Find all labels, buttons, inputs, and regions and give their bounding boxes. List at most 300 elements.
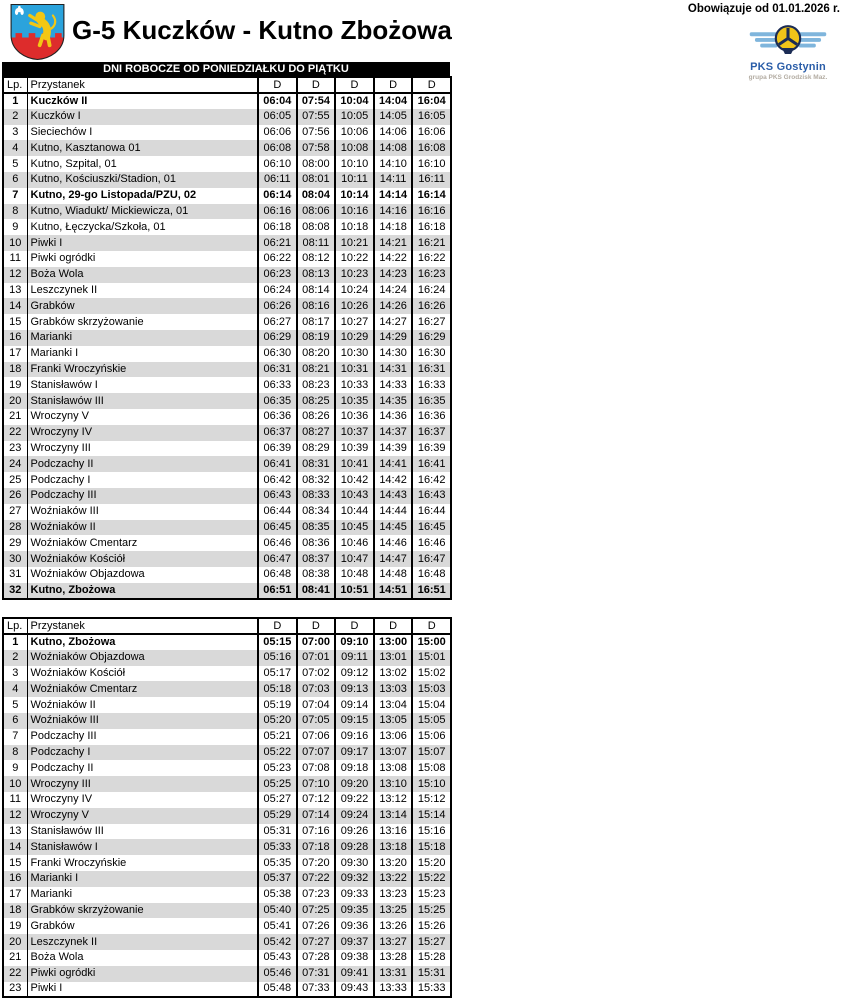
row-number: 7 xyxy=(12,189,19,202)
departure-time: 05:38 xyxy=(258,887,297,903)
departure-time: 15:10 xyxy=(412,776,451,792)
departure-time: 14:24 xyxy=(374,283,413,299)
departure-time: 16:36 xyxy=(412,409,451,425)
departure-time: 13:14 xyxy=(374,808,413,824)
table-row xyxy=(3,330,451,346)
departure-time: 14:36 xyxy=(374,409,413,425)
stop-name: Wroczyny IV xyxy=(27,425,258,441)
departure-time: 14:48 xyxy=(374,567,413,583)
departure-time: 15:03 xyxy=(412,681,451,697)
row-number: 1 xyxy=(12,635,19,648)
departure-time: 08:35 xyxy=(297,520,336,536)
departure-time: 15:04 xyxy=(412,697,451,713)
departure-time: 15:23 xyxy=(412,887,451,903)
departure-time: 06:26 xyxy=(258,298,297,314)
departure-time: 08:16 xyxy=(297,298,336,314)
table-row xyxy=(3,362,451,378)
departure-time: 07:23 xyxy=(297,887,336,903)
row-number: 6 xyxy=(12,714,19,727)
departure-time: 07:18 xyxy=(297,839,336,855)
table-row xyxy=(3,93,451,109)
stop-name: Woźniaków Cmentarz xyxy=(27,681,258,697)
departure-time: 13:27 xyxy=(374,934,413,950)
departure-time: 05:22 xyxy=(258,745,297,761)
departure-time: 06:08 xyxy=(258,140,297,156)
table-row xyxy=(3,346,451,362)
departure-time: 14:42 xyxy=(374,472,413,488)
col-header-stop: Przystanek xyxy=(27,77,258,93)
departure-time: 14:43 xyxy=(374,488,413,504)
departure-time: 15:22 xyxy=(412,871,451,887)
row-number: 11 xyxy=(9,252,21,265)
departure-time: 10:36 xyxy=(335,409,374,425)
departure-time: 07:01 xyxy=(297,650,336,666)
departure-time: 10:11 xyxy=(335,172,374,188)
stop-name: Podczachy III xyxy=(27,729,258,745)
departure-time: 10:05 xyxy=(335,109,374,125)
departure-time: 13:16 xyxy=(374,824,413,840)
row-number: 31 xyxy=(9,568,22,581)
departure-time: 15:14 xyxy=(412,808,451,824)
row-number: 32 xyxy=(9,583,22,596)
departure-time: 10:51 xyxy=(335,583,374,599)
departure-time: 16:37 xyxy=(412,425,451,441)
departure-time: 08:14 xyxy=(297,283,336,299)
departure-time: 09:18 xyxy=(335,760,374,776)
stop-name: Kutno, Szpital, 01 xyxy=(27,156,258,172)
departure-time: 16:47 xyxy=(412,551,451,567)
departure-time: 15:07 xyxy=(412,745,451,761)
departure-time: 07:25 xyxy=(297,903,336,919)
departure-time: 14:10 xyxy=(374,156,413,172)
table-row xyxy=(3,681,451,697)
row-number: 19 xyxy=(9,378,22,391)
row-number: 2 xyxy=(12,110,19,123)
row-number: 10 xyxy=(9,236,22,249)
row-number: 3 xyxy=(12,125,19,138)
row-number: 29 xyxy=(9,536,22,549)
departure-time: 10:46 xyxy=(335,535,374,551)
stop-name: Woźniaków III xyxy=(27,504,258,520)
departure-time: 15:08 xyxy=(412,760,451,776)
departure-time: 06:43 xyxy=(258,488,297,504)
table-row xyxy=(3,808,451,824)
departure-time: 10:37 xyxy=(335,425,374,441)
departure-time: 07:31 xyxy=(297,966,336,982)
departure-time: 10:18 xyxy=(335,219,374,235)
col-header-d: D xyxy=(297,618,336,634)
departure-time: 16:16 xyxy=(412,204,451,220)
departure-time: 05:23 xyxy=(258,760,297,776)
table-row xyxy=(3,125,451,141)
departure-time: 15:20 xyxy=(412,855,451,871)
departure-time: 16:29 xyxy=(412,330,451,346)
departure-time: 15:26 xyxy=(412,918,451,934)
row-number: 4 xyxy=(12,141,19,154)
departure-time: 16:11 xyxy=(412,172,451,188)
stop-name: Wroczyny III xyxy=(27,776,258,792)
table-row xyxy=(3,792,451,808)
table-row xyxy=(3,666,451,682)
departure-time: 05:21 xyxy=(258,729,297,745)
row-number: 15 xyxy=(9,856,22,869)
table-row xyxy=(3,267,451,283)
stop-name: Wroczyny V xyxy=(27,808,258,824)
departure-time: 09:16 xyxy=(335,729,374,745)
departure-time: 10:44 xyxy=(335,504,374,520)
row-number: 11 xyxy=(9,793,21,806)
row-number: 14 xyxy=(9,840,22,853)
row-number: 16 xyxy=(9,872,22,885)
departure-time: 08:20 xyxy=(297,346,336,362)
departure-time: 09:12 xyxy=(335,666,374,682)
col-header-d: D xyxy=(374,77,413,93)
departure-time: 05:43 xyxy=(258,950,297,966)
col-header-d: D xyxy=(374,618,413,634)
timetable-return xyxy=(2,617,450,998)
stop-name: Wroczyny III xyxy=(27,441,258,457)
departure-time: 09:38 xyxy=(335,950,374,966)
row-number: 23 xyxy=(9,982,22,995)
departure-time: 13:10 xyxy=(374,776,413,792)
departure-time: 14:26 xyxy=(374,298,413,314)
table-row xyxy=(3,109,451,125)
gmina-kutno-crest-icon xyxy=(10,3,65,61)
departure-time: 15:33 xyxy=(412,982,451,998)
row-number: 16 xyxy=(9,331,22,344)
stop-name: Woźniaków III xyxy=(27,713,258,729)
row-number: 8 xyxy=(12,204,19,217)
departure-time: 08:29 xyxy=(297,441,336,457)
departure-time: 06:06 xyxy=(258,125,297,141)
row-number: 12 xyxy=(9,809,22,822)
departure-time: 09:14 xyxy=(335,697,374,713)
departure-time: 15:01 xyxy=(412,650,451,666)
departure-time: 10:26 xyxy=(335,298,374,314)
table-row xyxy=(3,204,451,220)
stop-name: Grabków skrzyżowanie xyxy=(27,314,258,330)
row-number: 28 xyxy=(9,520,22,533)
stop-name: Kutno, Łęczycka/Szkoła, 01 xyxy=(27,219,258,235)
stop-name: Stanisławów III xyxy=(27,393,258,409)
departure-time: 05:31 xyxy=(258,824,297,840)
departure-time: 15:31 xyxy=(412,966,451,982)
departure-time: 16:24 xyxy=(412,283,451,299)
table-row xyxy=(3,219,451,235)
departure-time: 06:23 xyxy=(258,267,297,283)
departure-time: 16:33 xyxy=(412,377,451,393)
departure-time: 09:20 xyxy=(335,776,374,792)
col-header-d: D xyxy=(412,618,451,634)
departure-time: 08:13 xyxy=(297,267,336,283)
stop-name: Podczachy III xyxy=(27,488,258,504)
departure-time: 10:31 xyxy=(335,362,374,378)
departure-time: 14:21 xyxy=(374,235,413,251)
row-number: 13 xyxy=(9,824,22,837)
pks-wings-wheel-icon xyxy=(744,21,832,61)
table-row xyxy=(3,887,451,903)
departure-time: 14:04 xyxy=(374,93,413,109)
departure-time: 06:21 xyxy=(258,235,297,251)
table-row xyxy=(3,950,451,966)
departure-time: 14:44 xyxy=(374,504,413,520)
departure-time: 07:33 xyxy=(297,982,336,998)
departure-time: 15:05 xyxy=(412,713,451,729)
departure-time: 06:33 xyxy=(258,377,297,393)
row-number: 17 xyxy=(9,888,22,901)
timetable-return-table xyxy=(2,617,452,998)
departure-time: 14:37 xyxy=(374,425,413,441)
departure-time: 13:28 xyxy=(374,950,413,966)
departure-time: 10:43 xyxy=(335,488,374,504)
departure-time: 16:44 xyxy=(412,504,451,520)
row-number: 15 xyxy=(9,315,22,328)
departure-time: 16:05 xyxy=(412,109,451,125)
departure-time: 10:10 xyxy=(335,156,374,172)
departure-time: 13:23 xyxy=(374,887,413,903)
col-header-d: D xyxy=(297,77,336,93)
stop-name: Boża Wola xyxy=(27,267,258,283)
departure-time: 16:10 xyxy=(412,156,451,172)
departure-time: 13:03 xyxy=(374,681,413,697)
departure-time: 10:16 xyxy=(335,204,374,220)
departure-time: 14:16 xyxy=(374,204,413,220)
departure-time: 06:42 xyxy=(258,472,297,488)
stop-name: Grabków xyxy=(27,298,258,314)
departure-time: 06:22 xyxy=(258,251,297,267)
departure-time: 13:18 xyxy=(374,839,413,855)
departure-time: 10:23 xyxy=(335,267,374,283)
departure-time: 05:33 xyxy=(258,839,297,855)
departure-time: 06:14 xyxy=(258,188,297,204)
row-number: 20 xyxy=(9,394,22,407)
departure-time: 09:28 xyxy=(335,839,374,855)
table-row xyxy=(3,472,451,488)
departure-time: 05:42 xyxy=(258,934,297,950)
departure-time: 06:31 xyxy=(258,362,297,378)
departure-time: 05:37 xyxy=(258,871,297,887)
departure-time: 06:18 xyxy=(258,219,297,235)
departure-time: 10:30 xyxy=(335,346,374,362)
departure-time: 06:30 xyxy=(258,346,297,362)
departure-time: 09:24 xyxy=(335,808,374,824)
departure-time: 08:33 xyxy=(297,488,336,504)
departure-time: 06:11 xyxy=(258,172,297,188)
departure-time: 08:12 xyxy=(297,251,336,267)
departure-time: 13:31 xyxy=(374,966,413,982)
departure-time: 05:41 xyxy=(258,918,297,934)
table-row xyxy=(3,441,451,457)
departure-time: 06:16 xyxy=(258,204,297,220)
stop-name: Boża Wola xyxy=(27,950,258,966)
departure-time: 08:27 xyxy=(297,425,336,441)
departure-time: 06:37 xyxy=(258,425,297,441)
departure-time: 08:21 xyxy=(297,362,336,378)
stop-name: Leszczynek II xyxy=(27,283,258,299)
row-number: 20 xyxy=(9,935,22,948)
table-row xyxy=(3,425,451,441)
departure-time: 16:51 xyxy=(412,583,451,599)
departure-time: 16:23 xyxy=(412,267,451,283)
departure-time: 16:14 xyxy=(412,188,451,204)
stop-name: Podczachy I xyxy=(27,745,258,761)
departure-time: 10:22 xyxy=(335,251,374,267)
row-number: 13 xyxy=(9,283,22,296)
departure-time: 08:36 xyxy=(297,535,336,551)
departure-time: 15:06 xyxy=(412,729,451,745)
departure-time: 08:04 xyxy=(297,188,336,204)
departure-time: 14:08 xyxy=(374,140,413,156)
departure-time: 14:18 xyxy=(374,219,413,235)
route-title: G-5 Kuczków - Kutno Zbożowa xyxy=(72,15,452,45)
departure-time: 14:35 xyxy=(374,393,413,409)
departure-time: 07:26 xyxy=(297,918,336,934)
stop-name: Marianki xyxy=(27,330,258,346)
departure-time: 14:41 xyxy=(374,456,413,472)
departure-time: 16:08 xyxy=(412,140,451,156)
departure-time: 06:24 xyxy=(258,283,297,299)
departure-time: 15:16 xyxy=(412,824,451,840)
table-row xyxy=(3,855,451,871)
departure-time: 08:26 xyxy=(297,409,336,425)
departure-time: 08:37 xyxy=(297,551,336,567)
departure-time: 15:00 xyxy=(412,634,451,650)
departure-time: 10:14 xyxy=(335,188,374,204)
col-header-d: D xyxy=(258,77,297,93)
departure-time: 08:32 xyxy=(297,472,336,488)
stop-name: Leszczynek II xyxy=(27,934,258,950)
departure-time: 08:38 xyxy=(297,567,336,583)
row-number: 3 xyxy=(12,666,19,679)
stop-name: Wroczyny IV xyxy=(27,792,258,808)
row-number: 2 xyxy=(12,651,19,664)
departure-time: 13:02 xyxy=(374,666,413,682)
departure-time: 13:04 xyxy=(374,697,413,713)
stop-name: Franki Wroczyńskie xyxy=(27,362,258,378)
column-header-row xyxy=(3,618,451,634)
departure-time: 08:08 xyxy=(297,219,336,235)
stop-name: Marianki I xyxy=(27,346,258,362)
row-number: 22 xyxy=(9,967,22,980)
departure-time: 13:22 xyxy=(374,871,413,887)
departure-time: 15:02 xyxy=(412,666,451,682)
departure-time: 05:35 xyxy=(258,855,297,871)
departure-time: 14:29 xyxy=(374,330,413,346)
departure-time: 10:35 xyxy=(335,393,374,409)
stop-name: Kuczków I xyxy=(27,109,258,125)
departure-time: 07:07 xyxy=(297,745,336,761)
departure-time: 14:51 xyxy=(374,583,413,599)
departure-time: 06:10 xyxy=(258,156,297,172)
departure-time: 10:33 xyxy=(335,377,374,393)
stop-name: Marianki xyxy=(27,887,258,903)
departure-time: 16:48 xyxy=(412,567,451,583)
table-row xyxy=(3,697,451,713)
stop-name: Wroczyny V xyxy=(27,409,258,425)
row-number: 25 xyxy=(9,473,22,486)
departure-time: 10:27 xyxy=(335,314,374,330)
departure-time: 13:08 xyxy=(374,760,413,776)
row-number: 6 xyxy=(12,173,19,186)
departure-time: 15:28 xyxy=(412,950,451,966)
departure-time: 09:10 xyxy=(335,634,374,650)
departure-time: 16:35 xyxy=(412,393,451,409)
departure-time: 06:27 xyxy=(258,314,297,330)
col-header-d: D xyxy=(412,77,451,93)
departure-time: 07:14 xyxy=(297,808,336,824)
stop-name: Piwki ogródki xyxy=(27,251,258,267)
departure-time: 13:01 xyxy=(374,650,413,666)
departure-time: 10:21 xyxy=(335,235,374,251)
departure-time: 10:41 xyxy=(335,456,374,472)
departure-time: 05:27 xyxy=(258,792,297,808)
departure-time: 13:20 xyxy=(374,855,413,871)
departure-time: 07:05 xyxy=(297,713,336,729)
departure-time: 16:27 xyxy=(412,314,451,330)
departure-time: 05:15 xyxy=(258,634,297,650)
departure-time: 06:51 xyxy=(258,583,297,599)
departure-time: 14:46 xyxy=(374,535,413,551)
stop-name: Kutno, 29-go Listopada/PZU, 02 xyxy=(27,188,258,204)
departure-time: 14:45 xyxy=(374,520,413,536)
row-number: 30 xyxy=(9,552,22,565)
departure-time: 14:30 xyxy=(374,346,413,362)
departure-time: 05:16 xyxy=(258,650,297,666)
departure-time: 07:27 xyxy=(297,934,336,950)
stop-name: Marianki I xyxy=(27,871,258,887)
departure-time: 10:39 xyxy=(335,441,374,457)
departure-time: 09:43 xyxy=(335,982,374,998)
departure-time: 06:48 xyxy=(258,567,297,583)
departure-time: 15:12 xyxy=(412,792,451,808)
departure-time: 10:42 xyxy=(335,472,374,488)
table-row xyxy=(3,393,451,409)
departure-time: 06:35 xyxy=(258,393,297,409)
departure-time: 13:05 xyxy=(374,713,413,729)
table-row xyxy=(3,456,451,472)
departure-time: 07:03 xyxy=(297,681,336,697)
departure-time: 06:41 xyxy=(258,456,297,472)
table-row xyxy=(3,298,451,314)
col-header-stop: Przystanek xyxy=(27,618,258,634)
departure-time: 10:06 xyxy=(335,125,374,141)
departure-time: 08:19 xyxy=(297,330,336,346)
row-number: 27 xyxy=(9,505,22,518)
row-number: 26 xyxy=(9,489,22,502)
departure-time: 10:04 xyxy=(335,93,374,109)
departure-time: 07:02 xyxy=(297,666,336,682)
departure-time: 06:36 xyxy=(258,409,297,425)
departure-time: 07:54 xyxy=(297,93,336,109)
column-header-row xyxy=(3,77,451,93)
row-number: 19 xyxy=(9,919,22,932)
table-row xyxy=(3,583,451,599)
row-number: 10 xyxy=(9,777,22,790)
table-row xyxy=(3,188,451,204)
departure-time: 08:17 xyxy=(297,314,336,330)
departure-time: 05:48 xyxy=(258,982,297,998)
table-row xyxy=(3,488,451,504)
table-row xyxy=(3,713,451,729)
departure-time: 08:25 xyxy=(297,393,336,409)
table-row xyxy=(3,776,451,792)
table-row xyxy=(3,377,451,393)
departure-time: 16:30 xyxy=(412,346,451,362)
row-number: 14 xyxy=(9,299,22,312)
departure-time: 05:20 xyxy=(258,713,297,729)
row-number: 24 xyxy=(9,457,22,470)
departure-time: 16:42 xyxy=(412,472,451,488)
